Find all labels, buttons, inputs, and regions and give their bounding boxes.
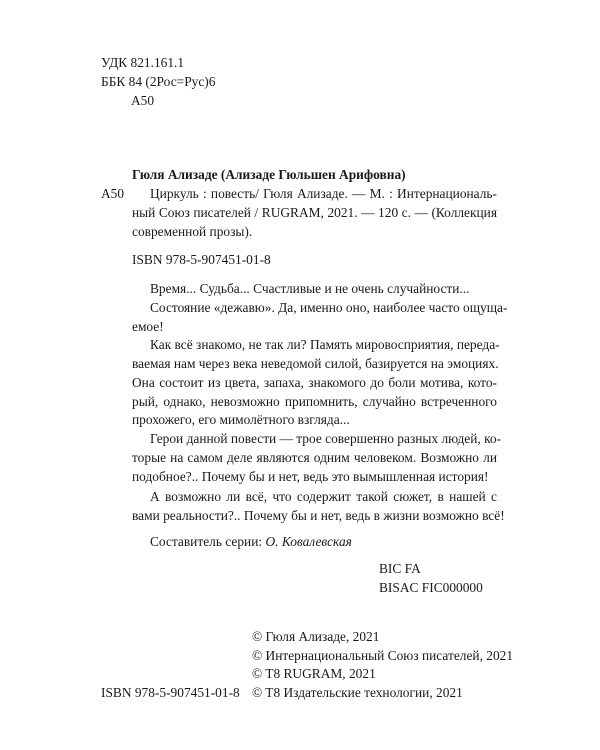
udk-index: УДК 821.161.1 [101, 55, 185, 70]
annotation-line-12: А возможно ли всё, что содержит такой сюжет, в нашей с [150, 489, 497, 504]
annotation-line-11: подобное?.. Почему бы и нет, ведь это вымышленная история! [132, 469, 489, 484]
bbk-index: ББК 84 (2Рос=Рус)6 [101, 74, 216, 89]
bib-line-3: современной прозы). [132, 224, 253, 239]
annotation-line-1: Время... Судьба... Счастливые и не очень случайности... [150, 281, 470, 296]
annotation-line-2: Состояние «дежавю». Да, именно оно, наиболее часто ощуща- [150, 300, 508, 315]
copyright-line-4: © T8 Издательские технологии, 2021 [252, 685, 463, 700]
annotation-line-8: прохожего, его мимолётного взгляда... [132, 412, 350, 427]
author-heading: Гюля Ализаде (Ализаде Гюльшен Арифовна) [132, 167, 406, 182]
annotation-line-9: Герои данной повести — трое совершенно разных людей, ко- [150, 431, 502, 446]
annotation-line-10: торые на самом деле являются одним человеком. Возможно ли [132, 450, 497, 465]
annotation-line-4: Как всё знакомо, не так ли? Память мировосприятия, переда- [150, 337, 500, 352]
copyright-line-1: © Гюля Ализаде, 2021 [252, 629, 380, 644]
copyright-line-2: © Интернациональный Союз писателей, 2021 [252, 648, 514, 663]
series-compiler-name: О. Ковалевская [265, 534, 352, 549]
bic-code: BIC FA [379, 561, 421, 576]
author-mark: А50 [131, 93, 155, 108]
annotation-line-7: рый, однако, невозможно припомнить, случайно встреченного [132, 394, 497, 409]
annotation-line-6: Она состоит из цвета, запаха, знакомого до боли мотива, кото- [132, 375, 497, 390]
bisac-code: BISAC FIC000000 [379, 580, 483, 595]
bib-line-1: Циркуль : повесть/ Гюля Ализаде. — М. : Интернациональ- [150, 186, 497, 201]
series-compiler [150, 533, 352, 552]
bib-line-2: ный Союз писателей / RUGRAM, 2021. — 120 с. — (Коллекция [132, 205, 497, 220]
series-label: Составитель серии: [150, 534, 263, 549]
annotation-line-3: емое! [132, 319, 164, 334]
annotation-line-13: вами реальности?.. Почему бы и нет, ведь в жизни возможно всё! [132, 508, 505, 523]
catalog-mark: А50 [101, 186, 125, 201]
isbn-top: ISBN 978-5-907451-01-8 [132, 252, 271, 267]
copyright-line-3: © T8 RUGRAM, 2021 [252, 666, 376, 681]
annotation-line-5: ваемая нам через века неведомой силой, базируется на эмоциях. [132, 356, 499, 371]
isbn-bottom: ISBN 978-5-907451-01-8 [101, 685, 240, 700]
